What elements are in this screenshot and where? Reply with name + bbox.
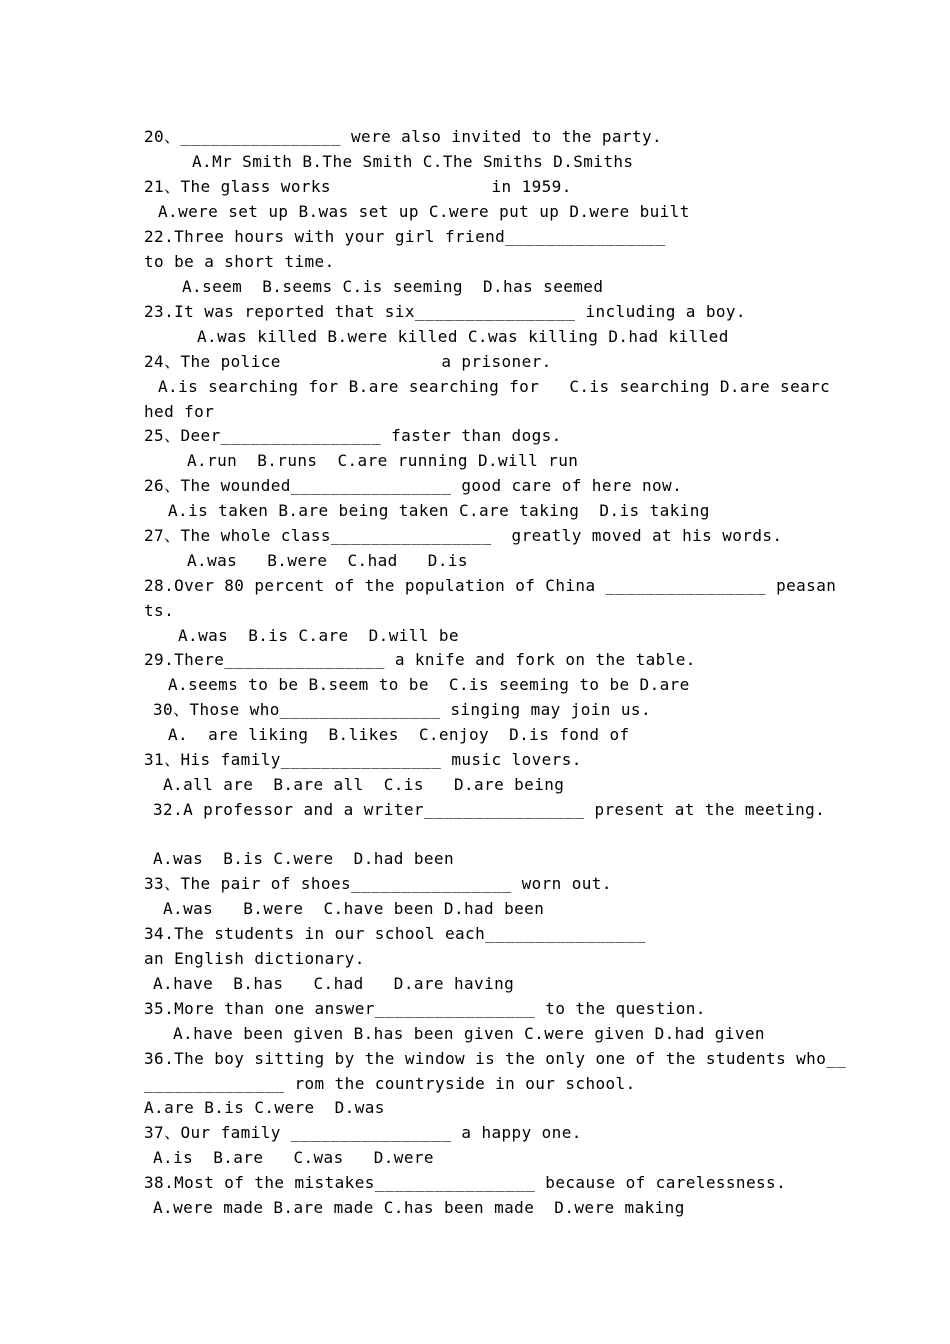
question-30: 30、Those who________________ singing may join us. [153,700,651,719]
question-28-cont: ts. [144,601,175,620]
options-34: A.have B.has C.had D.are having [153,974,515,993]
options-24: A.is searching for B.are searching for C.is searching D.are searc [158,377,831,396]
question-22-cont: to be a short time. [144,252,335,271]
question-20: 20、________________ were also invited to the party. [144,127,663,146]
options-22: A.seem B.seems C.is seeming D.has seemed [182,277,604,296]
question-21: 21、The glass works in 1959. [144,177,572,196]
options-25: A.run B.runs C.are running D.will run [187,451,579,470]
question-34-cont: an English dictionary. [144,949,365,968]
options-37: A.is B.are C.was D.were [153,1148,434,1167]
question-36: 36.The boy sitting by the window is the only one of the students who__ [144,1049,847,1068]
question-29: 29.There________________ a knife and fork on the table. [144,650,696,669]
options-38: A.were made B.are made C.has been made D.were making [153,1198,685,1217]
options-27: A.was B.were C.had D.is [187,551,468,570]
question-37: 37、Our family ________________ a happy one. [144,1123,582,1142]
question-22: 22.Three hours with your girl friend________________ [144,227,666,246]
question-24: 24、The police a prisoner. [144,352,552,371]
question-32: 32.A professor and a writer________________ present at the meeting. [153,800,826,819]
question-28: 28.Over 80 percent of the population of China ________________ peasan [144,576,837,595]
question-23: 23.It was reported that six________________ including a boy. [144,302,746,321]
question-35: 35.More than one answer________________ to the question. [144,999,706,1018]
options-21: A.were set up B.was set up C.were put up D.were built [158,202,690,221]
question-38: 38.Most of the mistakes________________ because of carelessness. [144,1173,787,1192]
question-31: 31、His family________________ music lovers. [144,750,582,769]
question-33: 33、The pair of shoes________________ worn out. [144,874,612,893]
options-24-cont: hed for [144,402,215,421]
question-34: 34.The students in our school each________________ [144,924,646,943]
options-26: A.is taken B.are being taken C.are taking D.is taking [168,501,710,520]
question-25: 25、Deer________________ faster than dogs. [144,426,562,445]
options-35: A.have been given B.has been given C.were given D.had given [173,1024,765,1043]
question-36-cont: ______________ rom the countryside in our school. [144,1074,636,1093]
options-29: A.seems to be B.seem to be C.is seeming to be D.are [168,675,690,694]
options-32: A.was B.is C.were D.had been [153,849,454,868]
options-28: A.was B.is C.are D.will be [178,626,459,645]
options-31: A.all are B.are all C.is D.are being [163,775,565,794]
question-26: 26、The wounded________________ good care of here now. [144,476,683,495]
options-36: A.are B.is C.were D.was [144,1098,385,1117]
options-20: A.Mr Smith B.The Smith C.The Smiths D.Smiths [192,152,634,171]
options-33: A.was B.were C.have been D.had been [163,899,545,918]
question-27: 27、The whole class________________ greatly moved at his words. [144,526,783,545]
options-30: A. are liking B.likes C.enjoy D.is fond of [168,725,630,744]
options-23: A.was killed B.were killed C.was killing D.had killed [197,327,729,346]
